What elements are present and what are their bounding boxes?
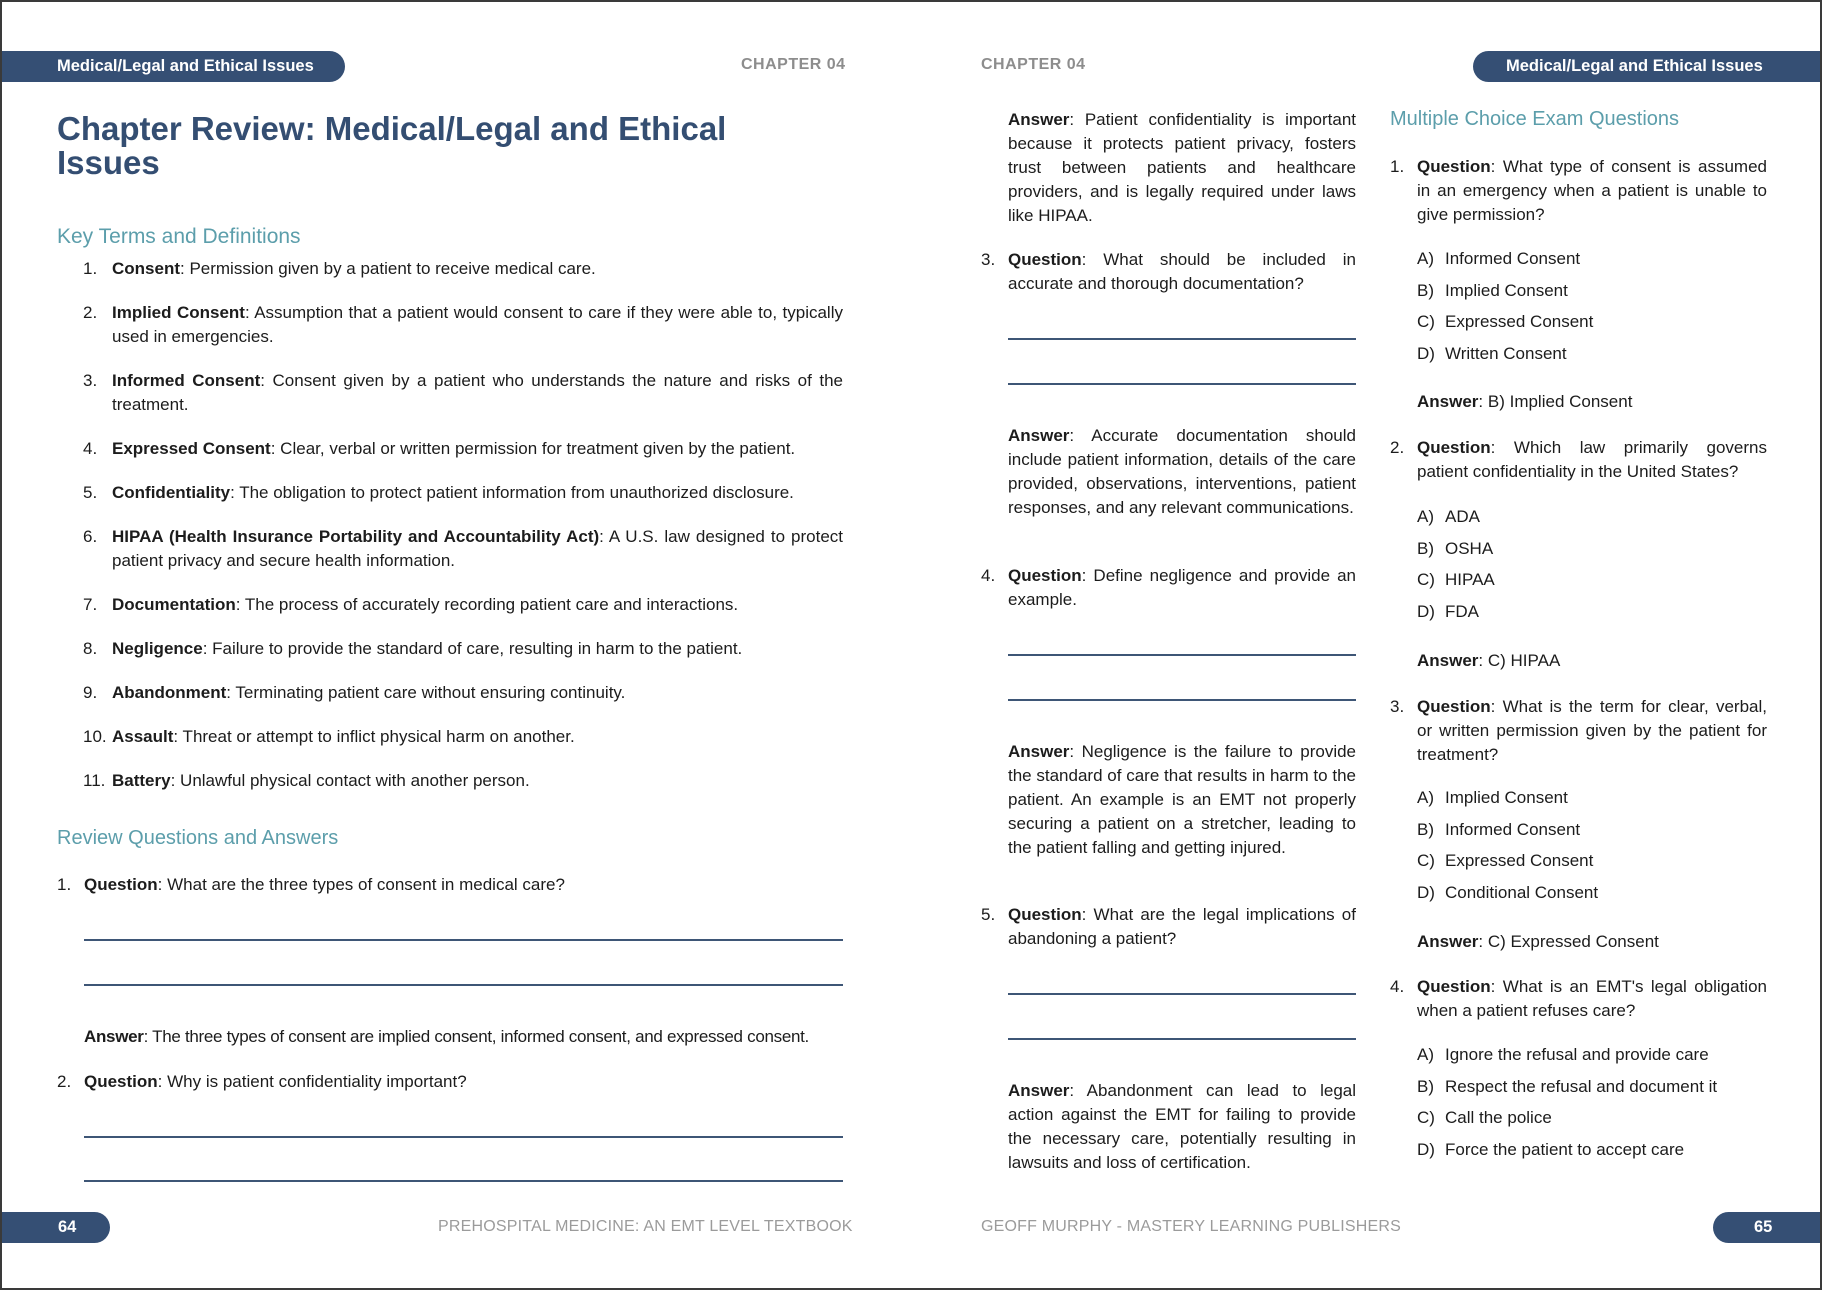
term-definition: : Failure to provide the standard of care, resulting in harm to the patient. — [202, 639, 743, 658]
mcq-option[interactable]: D) Conditional Consent — [1417, 882, 1599, 902]
key-terms-heading: Key Terms and Definitions — [57, 225, 301, 248]
answer-line[interactable] — [84, 1180, 843, 1182]
mcq-option[interactable]: B) Informed Consent — [1417, 819, 1581, 839]
page-title: Chapter Review: Medical/Legal and Ethical Issues — [57, 110, 727, 181]
key-terms-list — [83, 257, 843, 813]
term-name: Confidentiality — [112, 483, 231, 502]
term-item: 9. Abandonment: Terminating patient care without ensuring continuity. — [83, 683, 626, 702]
footer-publisher: GEOFF MURPHY - MASTERY LEARNING PUBLISHERS — [981, 1218, 1402, 1235]
term-definition: : The process of accurately recording patient care and interactions. — [235, 595, 739, 614]
mcq-options — [1417, 247, 1593, 373]
term-item: 1. Consent: Permission given by a patient to receive medical care. — [83, 259, 596, 278]
answer-line[interactable] — [1008, 654, 1356, 656]
term-definition: : Terminating patient care without ensuring continuity. — [226, 683, 626, 702]
answer-line[interactable] — [84, 1136, 843, 1138]
mcq-question: 1. Question: What type of consent is assumed in an emergency when a patient is unable to give permission? — [1390, 157, 1767, 224]
mcq-option[interactable]: C) Call the police — [1417, 1108, 1552, 1127]
mcq-option[interactable]: C) HIPAA — [1417, 570, 1495, 589]
term-item: 2. Implied Consent: Assumption that a patient would consent to care if they were able to, typically used in emergencies. — [83, 303, 843, 346]
term-name: Expressed Consent — [112, 439, 271, 458]
mcq-question: 2. Question: Which law primarily governs patient confidentiality in the United States? — [1390, 438, 1767, 481]
page-number-right: 65 — [1713, 1212, 1820, 1243]
mcq-question: 4. Question: What is an EMT's legal obligation when a patient refuses care? — [1390, 977, 1767, 1020]
review-answer: Answer: The three types of consent are implied consent, informed consent, and expressed consent. — [84, 1027, 809, 1046]
review-answer: Answer: Patient confidentiality is important because it protects patient privacy, fosters trust between patients and healthcare providers, and is legally required under laws like HIPAA. — [1008, 110, 1356, 225]
term-definition: : Assumption that a patient would consent to care if they were able to, typically used in emergencies. — [112, 303, 843, 346]
term-definition: : Clear, verbal or written permission for treatment given by the patient. — [270, 439, 796, 458]
mcq-option[interactable]: A) ADA — [1417, 507, 1480, 526]
mcq-options — [1417, 1043, 1717, 1169]
review-answer: Answer: Abandonment can lead to legal action against the EMT for failing to provide the necessary care, potentially resulting in lawsuits and loss of certification. — [1008, 1081, 1356, 1172]
term-definition: : The obligation to protect patient information from unauthorized disclosure. — [230, 483, 794, 502]
mcq-option[interactable]: A) Informed Consent — [1417, 249, 1581, 268]
review-question: 3. Question: What should be included in accurate and thorough documentation? — [981, 250, 1356, 293]
review-question: 1. Question: What are the three types of consent in medical care? — [57, 875, 565, 894]
mcq-option[interactable]: D) FDA — [1417, 601, 1479, 621]
term-name: Consent — [112, 259, 180, 278]
term-definition: : Unlawful physical contact with another person. — [170, 771, 530, 790]
mcq-answer: Answer: C) Expressed Consent — [1417, 932, 1659, 951]
term-name: Negligence — [112, 639, 203, 658]
term-name: Informed Consent — [112, 371, 261, 390]
term-name: HIPAA (Health Insurance Portability and Accountability Act) — [112, 527, 600, 546]
answer-line[interactable] — [1008, 699, 1356, 701]
term-definition: : Consent given by a patient who understands the nature and risks of the treatment. — [112, 371, 844, 414]
chapter-label-left: CHAPTER 04 — [741, 56, 846, 73]
mcq-option[interactable]: A) Ignore the refusal and provide care — [1417, 1045, 1709, 1064]
chapter-label-right: CHAPTER 04 — [981, 56, 1086, 73]
term-item: 10. Assault: Threat or attempt to inflict physical harm on another. — [83, 727, 575, 746]
page-number-left: 64 — [2, 1212, 110, 1243]
review-answer: Answer: Accurate documentation should include patient information, details of the care provided, observations, interventions, patient responses, and any relevant communications. — [1008, 426, 1356, 517]
term-item: 5. Confidentiality: The obligation to protect patient information from unauthorized disclosure. — [83, 483, 794, 502]
mcq-option[interactable]: A) Implied Consent — [1417, 788, 1568, 807]
term-item: 8. Negligence: Failure to provide the standard of care, resulting in harm to the patient. — [83, 639, 743, 658]
footer-book-title: PREHOSPITAL MEDICINE: AN EMT LEVEL TEXTBOOK — [438, 1218, 853, 1235]
header-pill-right: Medical/Legal and Ethical Issues — [1473, 51, 1820, 82]
term-item: 4. Expressed Consent: Clear, verbal or written permission for treatment given by the patient. — [83, 439, 796, 458]
mcq-option[interactable]: D) Force the patient to accept care — [1417, 1139, 1685, 1159]
term-name: Abandonment — [112, 683, 227, 702]
review-question: 4. Question: Define negligence and provide an example. — [981, 566, 1356, 609]
term-name: Assault — [112, 727, 174, 746]
answer-line[interactable] — [1008, 1038, 1356, 1040]
mcq-answer: Answer: B) Implied Consent — [1417, 392, 1633, 411]
mcq-option[interactable]: D) Written Consent — [1417, 343, 1567, 363]
term-item: 7. Documentation: The process of accurately recording patient care and interactions. — [83, 595, 739, 614]
header-pill-left: Medical/Legal and Ethical Issues — [2, 51, 345, 82]
term-definition: : Threat or attempt to inflict physical harm on another. — [173, 727, 575, 746]
answer-line[interactable] — [1008, 338, 1356, 340]
term-definition: : Permission given by a patient to receive medical care. — [180, 259, 596, 278]
mcq-option[interactable]: C) Expressed Consent — [1417, 851, 1594, 870]
mcq-options — [1417, 786, 1598, 912]
term-item: 3. Informed Consent: Consent given by a patient who understands the nature and risks of the treatment. — [83, 371, 844, 414]
term-name: Documentation — [112, 595, 236, 614]
answer-line[interactable] — [84, 984, 843, 986]
mcq-option[interactable]: B) Implied Consent — [1417, 280, 1568, 300]
mcq-option[interactable]: B) Respect the refusal and document it — [1417, 1076, 1718, 1096]
mcq-options — [1417, 505, 1495, 631]
answer-line[interactable] — [1008, 383, 1356, 385]
review-question: 2. Question: Why is patient confidentiality important? — [57, 1072, 467, 1091]
term-item: 6. HIPAA (Health Insurance Portability and Accountability Act): A U.S. law designed to protect patient privacy and secure health information. — [83, 527, 843, 570]
term-name: Battery — [112, 771, 171, 790]
answer-line[interactable] — [1008, 993, 1356, 995]
mcq-option[interactable]: B) OSHA — [1417, 538, 1494, 558]
term-definition: : A U.S. law designed to protect patient privacy and secure health information. — [112, 527, 843, 570]
mcq-question: 3. Question: What is the term for clear, verbal, or written permission given by the patient for treatment? — [1390, 697, 1767, 764]
review-heading: Review Questions and Answers — [57, 827, 339, 849]
term-name: Implied Consent — [112, 303, 245, 322]
review-answer: Answer: Negligence is the failure to provide the standard of care that results in harm to the patient. An example is an EMT not properly securing a patient on a stretcher, leading to the patient falling and getting injured. — [1008, 742, 1356, 857]
review-question: 5. Question: What are the legal implications of abandoning a patient? — [981, 905, 1356, 948]
mcq-option[interactable]: C) Expressed Consent — [1417, 312, 1594, 331]
mcq-heading: Multiple Choice Exam Questions — [1390, 108, 1680, 130]
answer-line[interactable] — [84, 939, 843, 941]
mcq-answer: Answer: C) HIPAA — [1417, 651, 1561, 670]
term-item: 11. Battery: Unlawful physical contact with another person. — [83, 771, 530, 790]
